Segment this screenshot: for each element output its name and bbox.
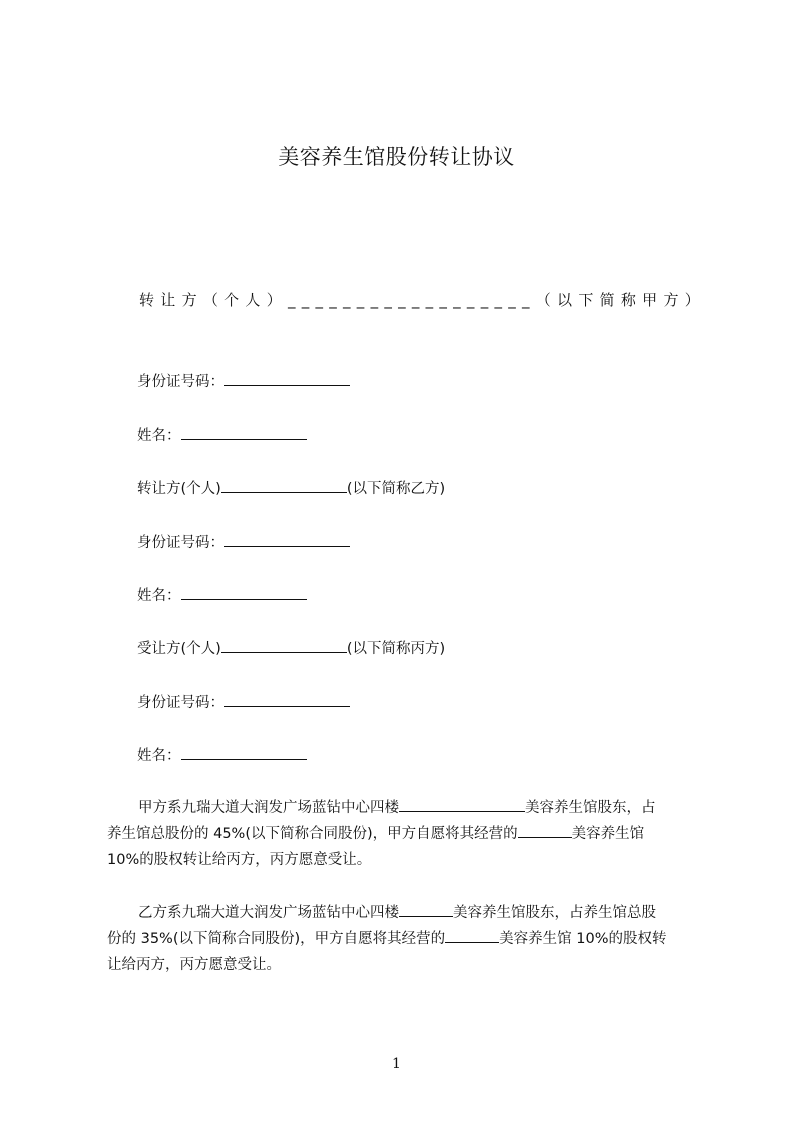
header-char: 个 xyxy=(224,291,240,309)
header-char: 下 xyxy=(578,291,594,309)
id-blank xyxy=(224,691,350,707)
document-title: 美容养生馆股份转让协议 xyxy=(278,145,515,169)
name-blank xyxy=(181,744,307,760)
party-b-id-row xyxy=(137,531,350,554)
id-blank xyxy=(224,531,350,547)
id-blank xyxy=(224,370,350,386)
header-char: 方 xyxy=(181,291,197,309)
text-segment: 美容养生馆 10%的股权转 xyxy=(499,931,667,947)
paragraph-line xyxy=(107,900,697,926)
name-label: 姓名： xyxy=(137,748,181,764)
header-char: _ xyxy=(356,291,365,309)
header-char: _ xyxy=(466,291,475,309)
blank xyxy=(399,901,453,917)
header-char: _ xyxy=(301,291,310,309)
header-char: _ xyxy=(453,291,461,309)
name-blank xyxy=(181,424,307,440)
page-number: 1 xyxy=(392,1056,401,1072)
name-blank xyxy=(181,584,307,600)
header-char: _ xyxy=(315,291,323,309)
header-char: _ xyxy=(439,291,447,309)
text-segment: 美容养生馆股东，占养生馆总股 xyxy=(453,905,656,921)
header-char: 方 xyxy=(663,291,679,309)
header-char: 简 xyxy=(599,291,615,309)
party-a-id-row xyxy=(137,370,350,393)
party-c-header-row xyxy=(137,637,445,660)
text-segment: 甲方系九瑞大道大润发广场蓝钻中心四楼 xyxy=(138,800,399,816)
id-label: 身份证号码： xyxy=(137,695,224,711)
paragraph-party-a xyxy=(107,795,697,873)
header-char: ） xyxy=(684,291,700,309)
header-char: _ xyxy=(411,291,420,309)
party-b-name-row xyxy=(137,584,307,607)
paragraph-line: 让给丙方，丙方愿意受让。 xyxy=(107,957,281,973)
header-char: 让 xyxy=(160,291,176,309)
blank xyxy=(518,822,572,838)
text-segment: 养生馆总股份的 45%(以下简称合同股份)，甲方自愿将其经营的 xyxy=(107,826,518,842)
paragraph-line xyxy=(107,795,697,821)
name-label: 姓名： xyxy=(137,588,181,604)
blank xyxy=(445,927,499,943)
header-char: （ xyxy=(202,291,218,309)
header-char: _ xyxy=(287,291,296,309)
header-char: _ xyxy=(521,291,530,309)
header-char: _ xyxy=(343,291,351,309)
text-segment: 乙方系九瑞大道大润发广场蓝钻中心四楼 xyxy=(138,905,399,921)
header-char: _ xyxy=(508,291,516,309)
header-char: _ xyxy=(384,291,392,309)
party-b-suffix: (以下简称乙方) xyxy=(346,481,446,497)
text-segment: 美容养生馆股东，占 xyxy=(525,800,656,816)
header-char: _ xyxy=(494,291,502,309)
party-b-prefix: 转让方(个人) xyxy=(137,481,221,497)
party-b-blank xyxy=(221,477,347,493)
header-char: ） xyxy=(266,291,282,309)
id-label: 身份证号码： xyxy=(137,374,224,390)
party-c-suffix: (以下简称丙方) xyxy=(346,641,446,657)
paragraph-line xyxy=(107,926,697,952)
blank xyxy=(399,796,525,812)
text-segment: 美容养生馆 xyxy=(571,826,645,842)
header-char: 以 xyxy=(557,291,573,309)
name-label: 姓名： xyxy=(137,428,181,444)
party-c-name-row xyxy=(137,744,307,767)
party-c-id-row xyxy=(137,691,350,714)
party-b-header-row xyxy=(137,477,445,500)
paragraph-party-b xyxy=(107,900,697,978)
header-char: 甲 xyxy=(642,291,658,309)
paragraph-line xyxy=(107,821,697,847)
party-c-prefix: 受让方(个人) xyxy=(137,641,221,657)
party-a-name-row xyxy=(137,424,307,447)
text-segment: 份的 35%(以下简称合同股份)，甲方自愿将其经营的 xyxy=(107,931,446,947)
header-char: 称 xyxy=(620,291,636,309)
header-char: _ xyxy=(329,291,337,309)
header-char: 人 xyxy=(245,291,261,309)
paragraph-line: 10%的股权转让给丙方，丙方愿意受让。 xyxy=(107,852,372,868)
party-c-blank xyxy=(221,637,347,653)
header-char: _ xyxy=(480,291,489,309)
header-char: _ xyxy=(398,291,406,309)
header-char: （ xyxy=(535,291,551,309)
header-char: _ xyxy=(425,291,434,309)
header-char: _ xyxy=(370,291,379,309)
id-label: 身份证号码： xyxy=(137,535,224,551)
header-char: 转 xyxy=(139,291,155,309)
party-a-header-line xyxy=(139,289,700,311)
